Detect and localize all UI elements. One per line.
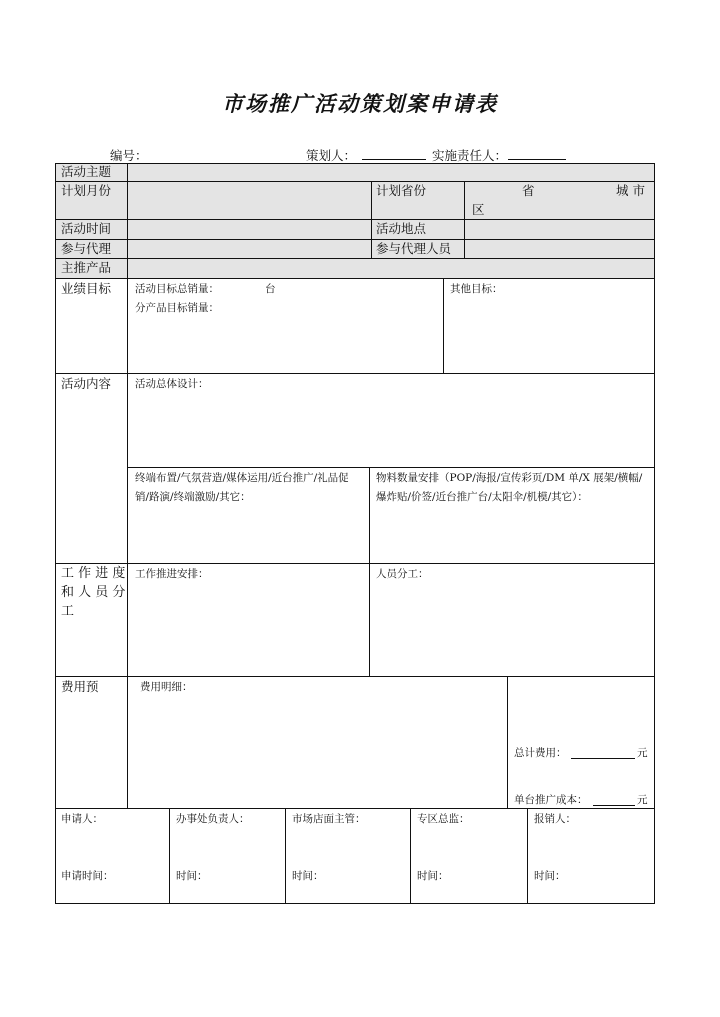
content-label: 活动内容 (61, 376, 112, 391)
overall-design-label: 活动总体设计： (135, 378, 209, 390)
theme-label: 活动主题 (61, 164, 112, 179)
total-cost-label: 总计费用： (514, 747, 567, 759)
staff-label: 人员分工： (376, 568, 429, 580)
city-suffix: 城 市 (616, 183, 645, 198)
plan-province-label: 计划省份 (376, 183, 427, 198)
plan-month-label: 计划月份 (61, 183, 112, 198)
office-head-time-label: 时间： (176, 870, 208, 882)
unit-cost-field[interactable] (593, 793, 635, 806)
applicant-label: 申请人： (61, 813, 103, 825)
budget-label: 费用预 (61, 679, 99, 694)
planner-label: 策划人： (306, 148, 357, 163)
product-field[interactable] (128, 258, 654, 278)
theme-field[interactable] (128, 163, 654, 181)
responsible-label: 实施责任人： (432, 148, 508, 163)
total-sales-label: 活动目标总销量： (135, 283, 219, 295)
reimburse-label: 报销人： (534, 813, 576, 825)
store-manager-time-label: 时间： (292, 870, 324, 882)
district-suffix: 区 (472, 202, 485, 217)
unit-cost-currency: 元 (637, 794, 648, 806)
agent-staff-field[interactable] (464, 239, 654, 258)
location-field[interactable] (464, 219, 654, 239)
total-cost-currency: 元 (637, 747, 648, 759)
store-manager-label: 市场店面主管： (292, 813, 366, 825)
other-goals-label: 其他目标： (450, 283, 503, 295)
time-label: 活动时间 (61, 221, 112, 236)
schedule-label-line1: 工 作 进 度 (61, 566, 126, 581)
office-head-label: 办事处负责人： (176, 813, 250, 825)
performance-label: 业绩目标 (61, 281, 112, 296)
number-label: 编号： (110, 148, 148, 163)
planner-field[interactable] (362, 147, 426, 160)
progress-label: 工作推进安排： (135, 568, 209, 580)
unit-cost-label: 单台推广成本： (514, 794, 588, 806)
form-title: 市场推广活动策划案申请表 (222, 91, 498, 116)
schedule-label-line2: 和 人 员 分 (61, 585, 126, 600)
time-field[interactable] (128, 219, 371, 239)
responsible-field[interactable] (508, 147, 566, 160)
agent-staff-label: 参与代理人员 (376, 241, 452, 256)
terminal-text-line2: 销/路演/终端激励/其它： (135, 491, 251, 503)
location-label: 活动地点 (376, 221, 427, 236)
province-suffix: 省 (522, 183, 535, 198)
reimburse-time-label: 时间： (534, 870, 566, 882)
budget-detail-label: 费用明细： (140, 681, 193, 693)
agent-label: 参与代理 (61, 241, 112, 256)
product-sales-label: 分产品目标销量： (135, 302, 219, 314)
region-director-time-label: 时间： (417, 870, 449, 882)
total-cost-field[interactable] (571, 746, 635, 759)
plan-month-field[interactable] (128, 181, 371, 219)
schedule-label-line3: 工 (61, 604, 75, 619)
region-director-label: 专区总监： (417, 813, 470, 825)
material-text-line2: 爆炸贴/价签/近台推广台/太阳伞/机模/其它）： (376, 491, 588, 503)
material-text-line1: 物料数量安排（POP/海报/宣传彩页/DM 单/X 展架/横幅/ (376, 472, 643, 484)
apply-time-label: 申请时间： (61, 870, 114, 882)
agent-field[interactable] (128, 239, 371, 258)
terminal-text-line1: 终端布置/气氛营造/媒体运用/近台推广/礼品促 (135, 472, 349, 484)
product-label: 主推产品 (61, 260, 112, 275)
total-sales-unit: 台 (265, 283, 276, 295)
